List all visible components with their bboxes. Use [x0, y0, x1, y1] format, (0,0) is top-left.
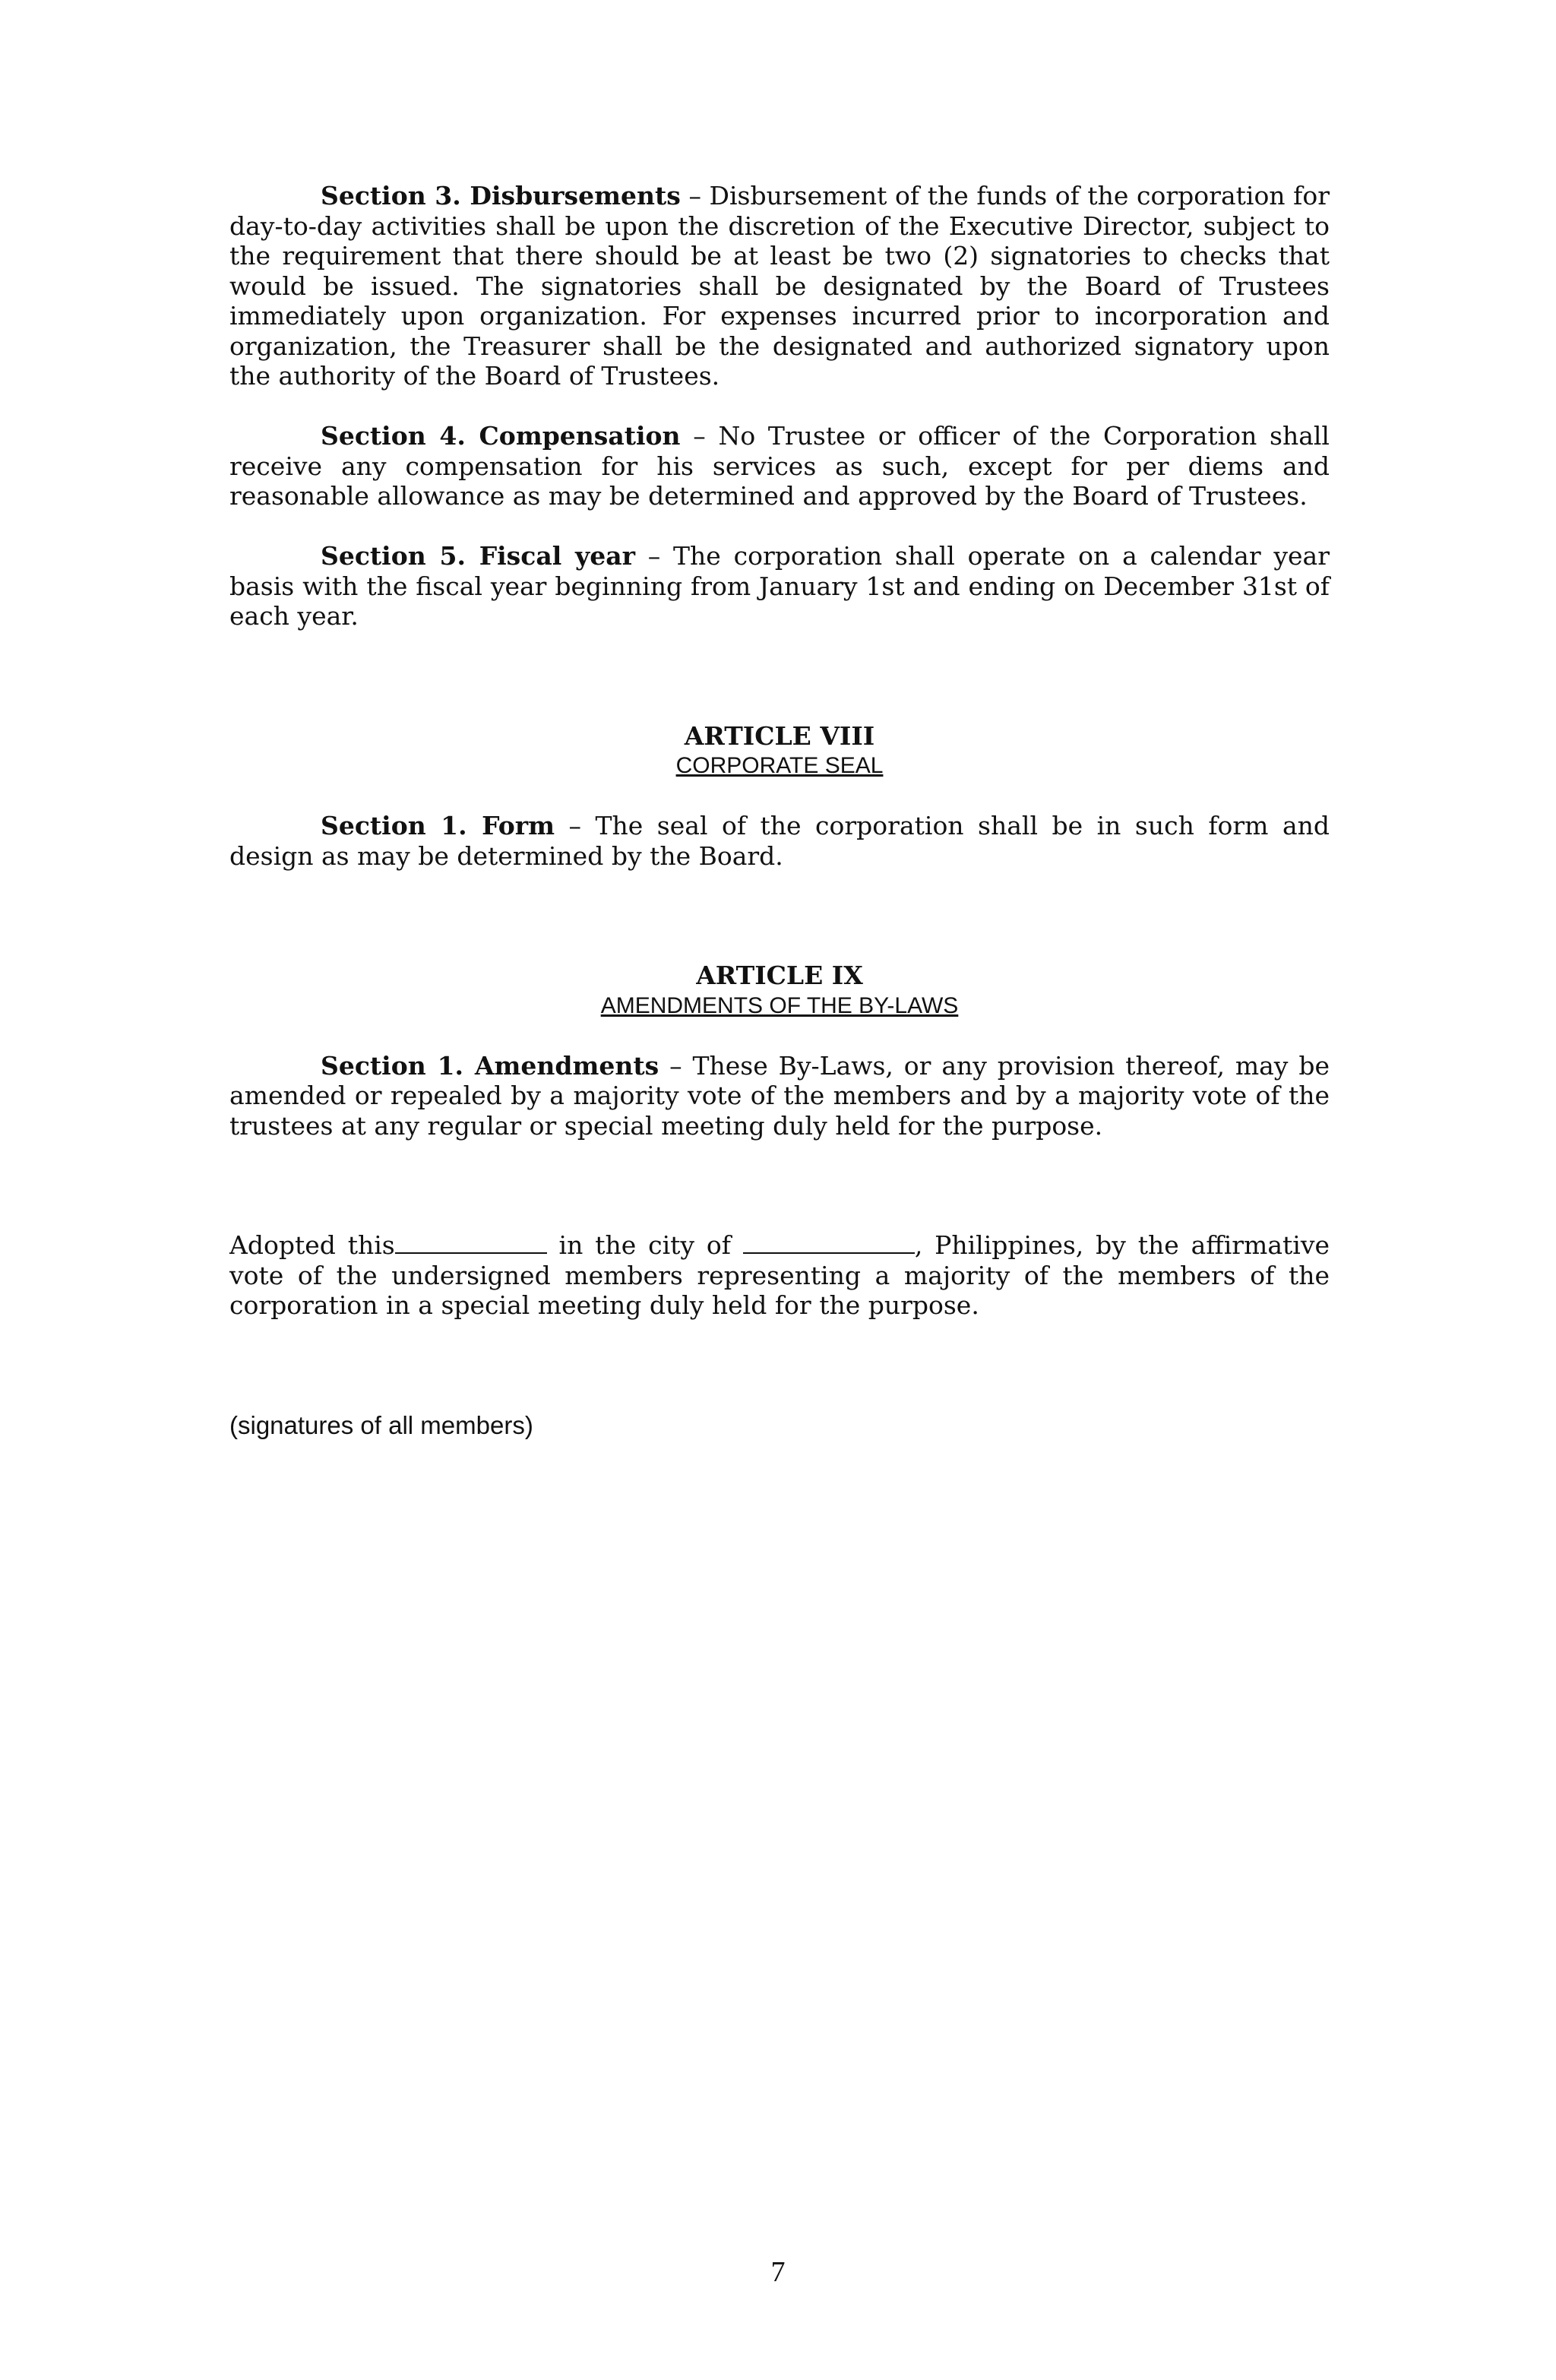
section-heading: Section 1. Form	[321, 811, 555, 840]
article-ix-heading	[229, 961, 1330, 1021]
city-blank-field[interactable]	[743, 1231, 915, 1254]
article-title: ARTICLE VIII	[684, 720, 875, 751]
section-text: The seal of the corporation shall be in such form and design as may be determined by the Board.	[229, 811, 1330, 871]
section-text: These By-Laws, or any provision thereof, may be amended or repealed by a majority vote of the members and by a majority vote of the trustees at any regular or special meeting duly held for the purpose.	[229, 1050, 1330, 1141]
section-text: No Trustee or officer of the Corporation shall receive any compensation for his services as such, except for per diems and reasonable allowance as may be determined and approved by the Board of Trustees.	[229, 421, 1330, 511]
section-heading: Section 3. Disbursements	[321, 181, 681, 210]
adoption-text-end: , Philippines, by the affirmative vote of the undersigned members representing a majority of the members of the corporation in a special meeting duly held for the purpose.	[229, 1230, 1330, 1320]
adoption-text-start: Adopted this	[229, 1230, 395, 1260]
section-5-fiscal-year	[229, 541, 1330, 631]
article-viii-heading	[229, 721, 1330, 781]
page-content	[229, 181, 1330, 1440]
section-dash: –	[680, 421, 719, 451]
article-subtitle: CORPORATE SEAL	[675, 753, 884, 778]
section-text: Disbursement of the funds of the corporation for day-to-day activities shall be upon the discretion of the Executive Director, subject to the requirement that there should be at least be two (2) signatories to checks that would be issued. The signatories shall be designated by the Board of Trustees immediately upon organization. For expenses incurred prior to incorporation and organization, the Treasurer shall be the designated and authorized signatory upon the authority of the Board of Trustees.	[229, 181, 1330, 391]
section-4-compensation	[229, 421, 1330, 511]
date-blank-field[interactable]	[395, 1231, 547, 1254]
adoption-statement	[229, 1230, 1330, 1321]
section-1-form	[229, 811, 1330, 871]
article-title: ARTICLE IX	[696, 961, 863, 990]
section-1-amendments	[229, 1051, 1330, 1141]
section-heading: Section 4. Compensation	[321, 421, 681, 451]
section-heading: Section 1. Amendments	[321, 1050, 659, 1081]
section-3-disbursements	[229, 181, 1330, 391]
section-heading: Section 5. Fiscal year	[321, 541, 635, 571]
adoption-text-middle: in the city of	[546, 1230, 743, 1260]
section-dash: –	[659, 1050, 693, 1081]
signatures-note: (signatures of all members)	[229, 1410, 533, 1439]
page-number: 7	[770, 2256, 786, 2288]
section-dash: –	[680, 181, 710, 210]
section-dash: –	[555, 811, 596, 840]
section-dash: –	[634, 541, 674, 571]
article-subtitle: AMENDMENTS OF THE BY-LAWS	[600, 992, 959, 1018]
section-text: The corporation shall operate on a calendar year basis with the fiscal year beginning from January 1st and ending on December 31st of each year.	[229, 541, 1330, 631]
